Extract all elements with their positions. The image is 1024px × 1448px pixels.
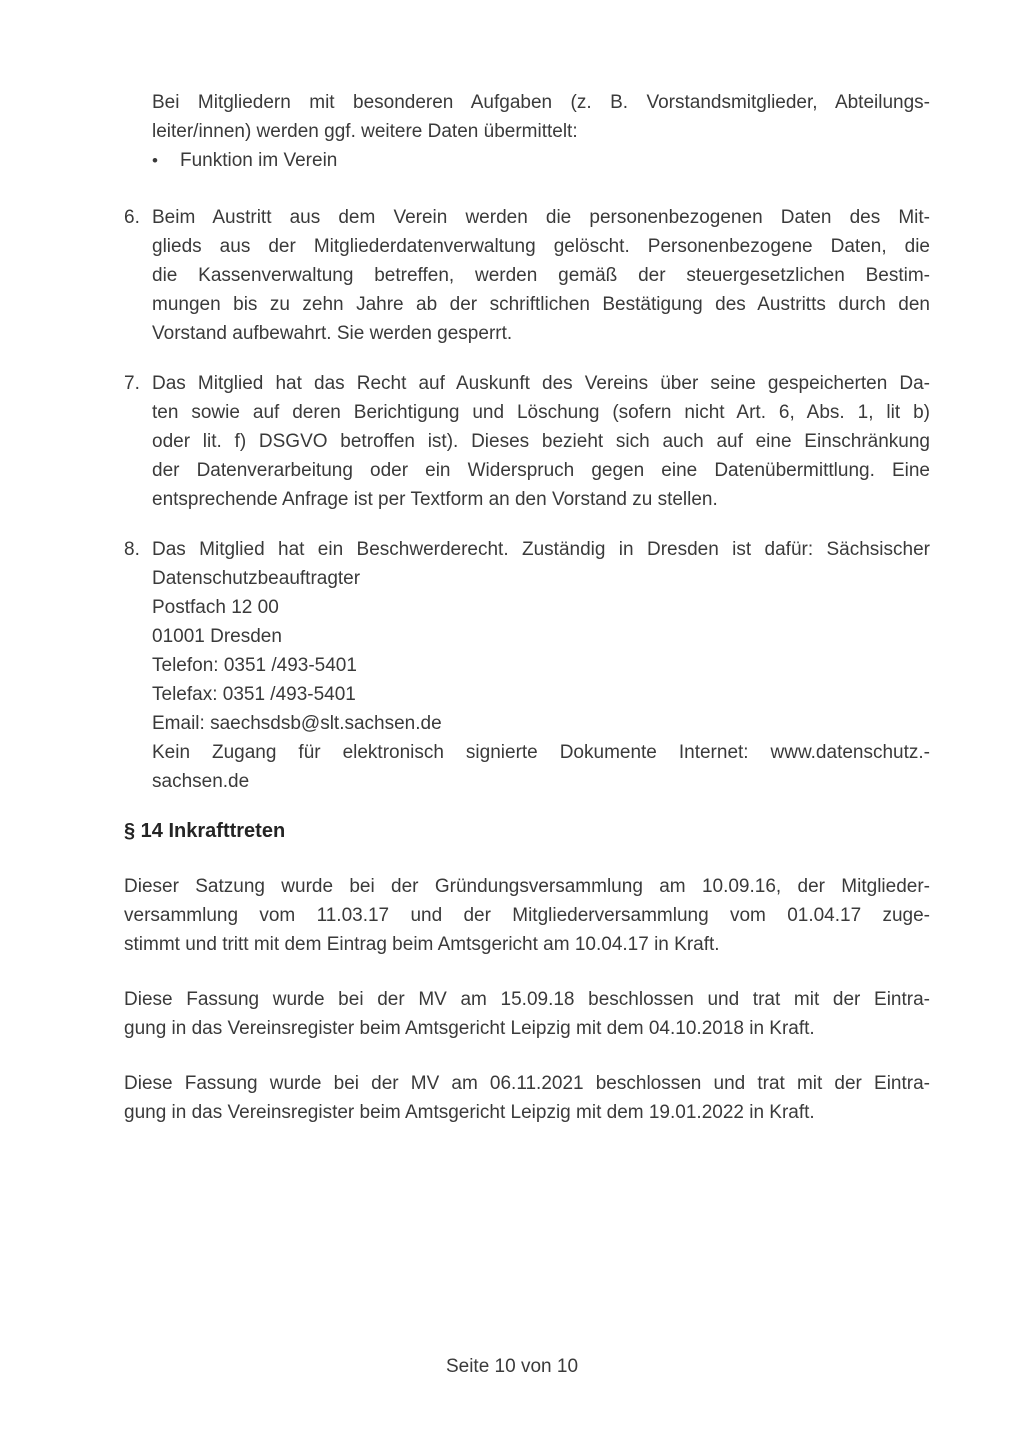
body-paragraph <box>124 985 930 1043</box>
text-line: Postfach 12 00 <box>152 597 279 618</box>
text-line: gung in das Vereinsregister beim Amtsgericht Leipzig mit dem 19.01.2022 in Kraft. <box>124 1102 815 1123</box>
text-line: Telefax: 0351 /493-5401 <box>152 684 356 705</box>
list-item-number: 7. <box>124 373 140 394</box>
text-line: Dieser Satzung wurde bei der Gründungsversammlung am 10.09.16, der Mitglieder- <box>124 876 930 897</box>
text-line: ten sowie auf deren Berichtigung und Löschung (sofern nicht Art. 6, Abs. 1, lit b) <box>152 402 930 423</box>
list-item <box>124 535 930 796</box>
body-paragraph <box>124 1069 930 1127</box>
page-number: Seite 10 von 10 <box>445 1356 579 1377</box>
text-line: sachsen.de <box>152 771 250 792</box>
list-item-text <box>152 203 930 348</box>
bullet-item-label: Funktion im Verein <box>180 150 338 171</box>
text-line: gung in das Vereinsregister beim Amtsgericht Leipzig mit dem 04.10.2018 in Kraft. <box>124 1018 815 1039</box>
list-item-number: 8. <box>124 539 140 560</box>
text-line: leiter/innen) werden ggf. weitere Daten übermittelt: <box>152 121 578 142</box>
numbered-list <box>124 203 930 796</box>
list-item <box>124 203 930 348</box>
text-line: Vorstand aufbewahrt. Sie werden gesperrt. <box>152 323 513 344</box>
text-line: Diese Fassung wurde bei der MV am 15.09.18 beschlossen und trat mit der Eintra- <box>124 989 930 1010</box>
body-paragraph <box>124 872 930 959</box>
text-line: versammlung vom 11.03.17 und der Mitgliederversammlung vom 01.04.17 zuge- <box>124 905 930 926</box>
text-line: Bei Mitgliedern mit besonderen Aufgaben (z. B. Vorstandsmitglieder, Abteilungs- <box>152 92 930 113</box>
bullet-icon: • <box>152 151 158 170</box>
list-item <box>124 369 930 514</box>
list-item-text <box>152 535 930 796</box>
text-line: 01001 Dresden <box>152 626 282 647</box>
text-line: Kein Zugang für elektronisch signierte Dokumente Internet: www.datenschutz.- <box>152 742 930 763</box>
text-line: der Datenverarbeitung oder ein Widerspruch gegen eine Datenübermittlung. Eine <box>152 460 930 481</box>
text-line: oder lit. f) DSGVO betroffen ist). Dieses bezieht sich auch auf eine Einschränkung <box>152 431 930 452</box>
text-line: Beim Austritt aus dem Verein werden die personenbezogenen Daten des Mit- <box>152 207 930 228</box>
intro-paragraph <box>152 88 930 146</box>
paragraphs <box>124 872 930 1127</box>
text-line: Datenschutzbeauftragter <box>152 568 361 589</box>
section-heading: § 14 Inkrafttreten <box>124 820 286 842</box>
list-item-text <box>152 369 930 514</box>
bullet-item <box>152 146 930 175</box>
text-line: glieds aus der Mitgliederdatenverwaltung gelöscht. Personenbezogene Daten, die <box>152 236 930 257</box>
text-line: Diese Fassung wurde bei der MV am 06.11.2021 beschlossen und trat mit der Eintra- <box>124 1073 930 1094</box>
page-content <box>124 88 930 1153</box>
text-line: stimmt und tritt mit dem Eintrag beim Amtsgericht am 10.04.17 in Kraft. <box>124 934 720 955</box>
text-line: mungen bis zu zehn Jahre ab der schriftlichen Bestätigung des Austritts durch den <box>152 294 930 315</box>
text-line: Email: saechsdsb@slt.sachsen.de <box>152 713 442 734</box>
text-line: Das Mitglied hat ein Beschwerderecht. Zuständig in Dresden ist dafür: Sächsischer <box>152 539 930 560</box>
text-line: Telefon: 0351 /493-5401 <box>152 655 357 676</box>
list-item-number: 6. <box>124 207 140 228</box>
text-line: die Kassenverwaltung betreffen, werden gemäß der steuergesetzlichen Bestim- <box>152 265 930 286</box>
text-line: entsprechende Anfrage ist per Textform an den Vorstand zu stellen. <box>152 489 718 510</box>
text-line: Das Mitglied hat das Recht auf Auskunft des Vereins über seine gespeicherten Da- <box>152 373 930 394</box>
